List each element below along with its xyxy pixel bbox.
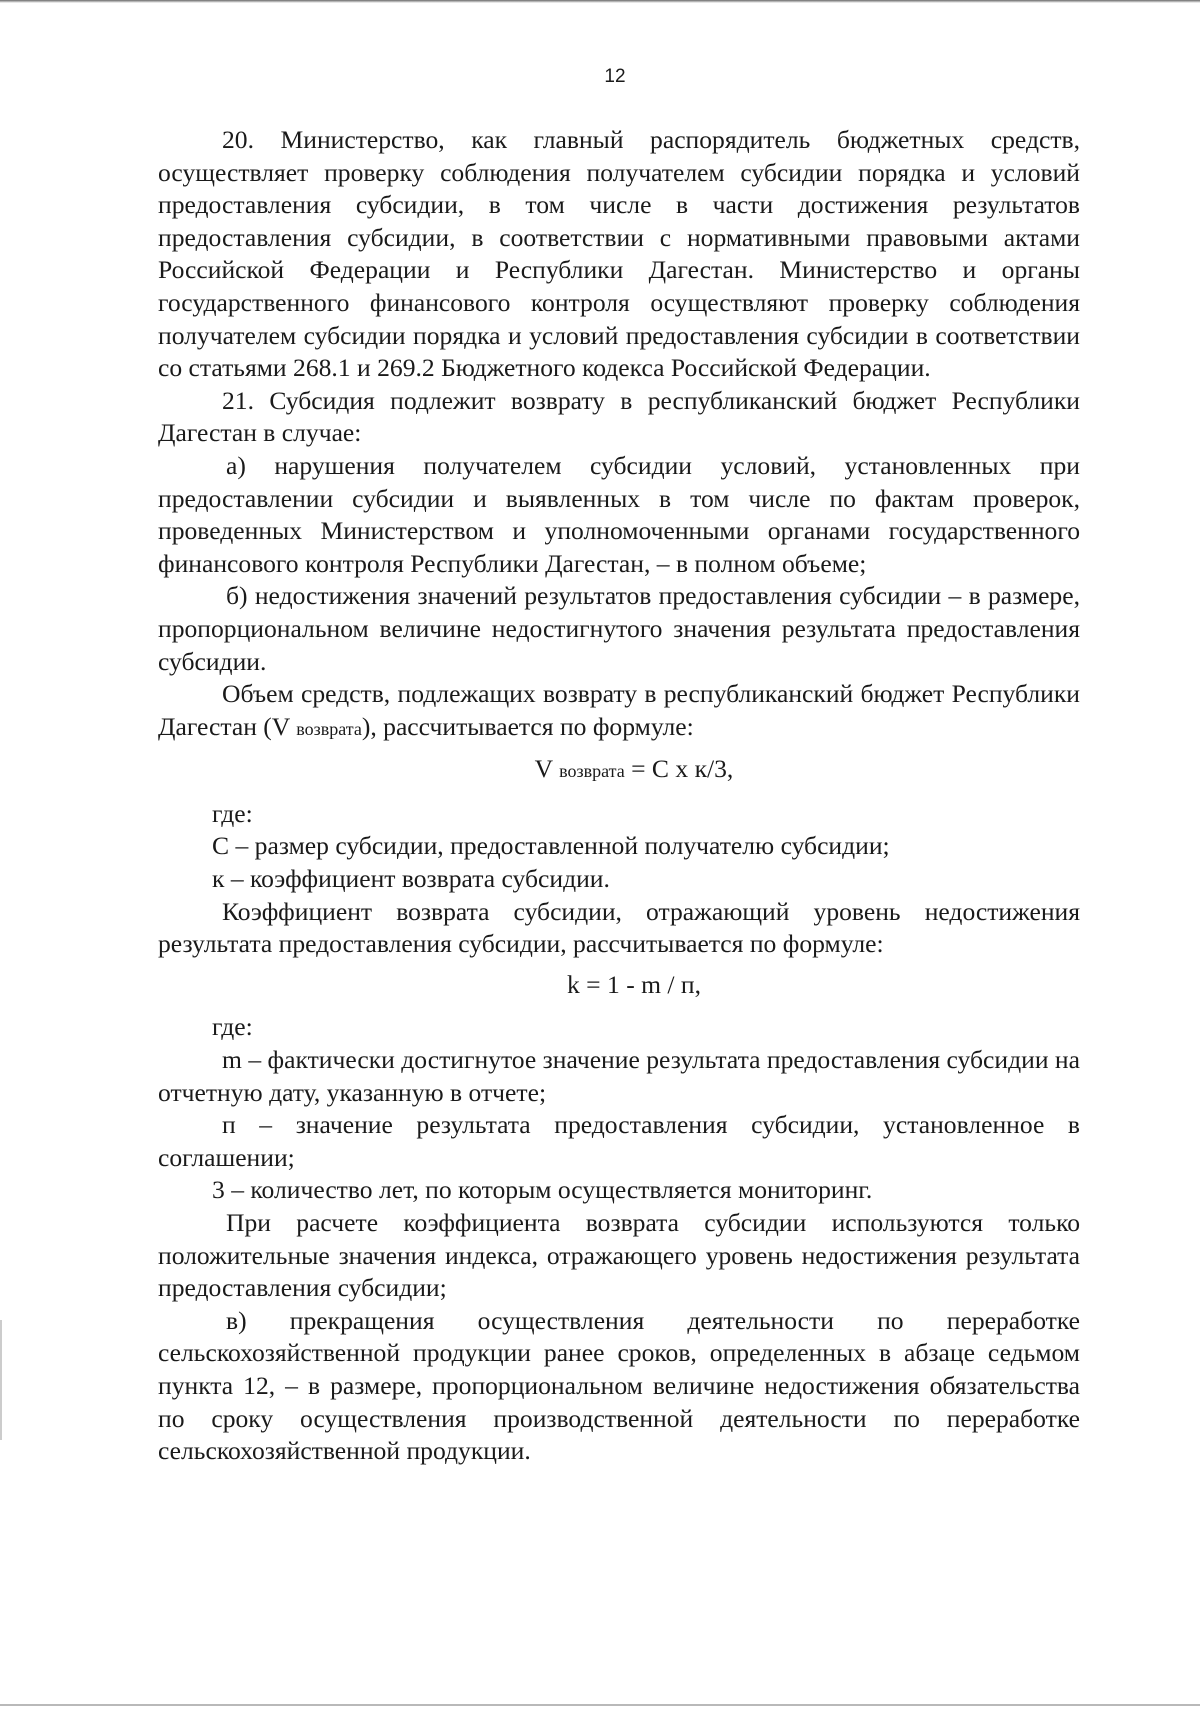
paragraph-21-a: а) нарушения получателем субсидии условий, установленных при предоставлении субсидии и выявленных в том числе по фактам проверок, проведенных Министерством и уполномоченными органами государственного финансового контроля Республики Дагестан, – в полном объеме; [158,450,1080,578]
scan-edge-left [0,1320,2,1440]
definition-c: С – размер субсидии, предоставленной получателю субсидии; [212,831,890,861]
scan-edge-bottom [0,1704,1200,1706]
formula-volume [158,753,1080,788]
page-number: 12 [604,66,626,87]
formula-volume-subscript: возврата [559,761,625,782]
definition-m: m – фактически достигнутое значение результата предоставления субсидии на отчетную дату, указанную в отчете; [158,1045,1080,1107]
definition-k: к – коэффициент возврата субсидии. [212,864,610,894]
paragraph-coefficient: Коэффициент возврата субсидии, отражающий уровень недостижения результата предоставления субсидии, рассчитывается по формуле: [158,896,1080,959]
volume-text-pre: Объем средств, подлежащих возврату в республиканский бюджет Республики Дагестан (V [158,679,1080,741]
volume-text-subscript: возврата [296,718,362,739]
scan-edge-top [0,0,1200,3]
volume-text-post: ), рассчитывается по формуле: [361,711,694,741]
paragraph-volume [158,678,1080,745]
document-body [158,124,1080,1468]
definition-n: п – значение результата предоставления субсидии, установленное в соглашении; [158,1110,1080,1172]
where-label-2: где: [212,1012,253,1042]
paragraph-20: 20. Министерство, как главный распорядитель бюджетных средств, осуществляет проверку соблюдения получателем субсидии порядка и условий предоставления субсидии, в том числе в части достижения результатов предоставления субсидии, в соответствии с нормативными правовыми актами Российской Федерации и Республики Дагестан. Министерство и органы государственного финансового контроля осуществляют проверку соблюдения получателем субсидии порядка и условий предоставления субсидии в соответствии со статьями 268.1 и 269.2 Бюджетного кодекса Российской Федерации. [158,125,1080,383]
formula-volume-v: V [534,754,553,784]
paragraph-21: 21. Субсидия подлежит возврату в республиканский бюджет Республики Дагестан в случае: [158,385,1080,448]
paragraph-positive-values: При расчете коэффициента возврата субсидии используются только положительные значения индекса, отражающего уровень недостижения результата предоставления субсидии; [158,1208,1080,1303]
formula-volume-rest: = С х к/3, [631,754,734,784]
paragraph-21-b: б) недостижения значений результатов предоставления субсидии – в размере, пропорциональном величине недостигнутого значения результата предоставления субсидии. [158,581,1080,676]
formula-coefficient: k = 1 - m / п, [566,969,702,999]
definition-3: 3 – количество лет, по которым осуществляется мониторинг. [212,1175,873,1205]
paragraph-21-v: в) прекращения осуществления деятельности по переработке сельскохозяйственной продукции ранее сроков, определенных в абзаце седьмом пункта 12, – в размере, пропорциональном величине недостижения обязательства по сроку осуществления производственной деятельности по переработке сельскохозяйственной продукции. [158,1305,1080,1466]
where-label-1: где: [212,798,253,828]
